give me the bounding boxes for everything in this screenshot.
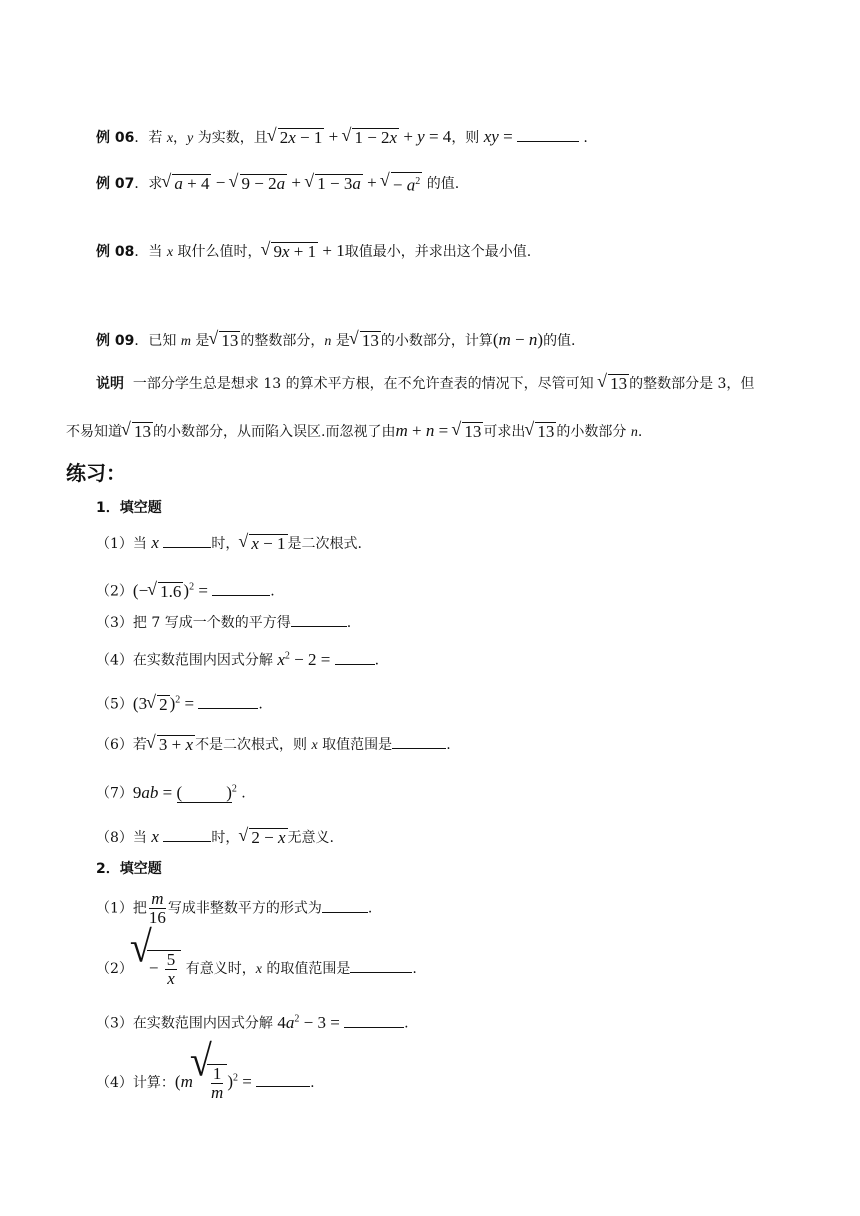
question-1-2: （2）(−√ 1.6 )$^2$ = . [96, 576, 275, 603]
answer-blank[interactable] [163, 533, 211, 548]
example-09: 例 09．已知 m 是√ 13 的整数部分，n 是√ 13 的小数部分，计算(m − n)的值. [96, 329, 576, 353]
question-1-3: （3）把 7 写成一个数的平方得 . [96, 612, 351, 634]
answer-blank[interactable] [517, 127, 579, 142]
equation: √ 2x − 1 + √ 1 − 2x + y = 4 [268, 127, 452, 146]
note-line-1: 说明 一部分学生总是想求 13 的算术平方根，在不允许查表的情况下，尽管可知 √ 13 的整数部分是 3，但 [96, 373, 754, 395]
question-2-3: （3）在实数范围内因式分解 $4a^2 - 3$ = . [96, 1012, 409, 1032]
answer-blank[interactable] [322, 898, 368, 913]
answer-blank[interactable] [335, 650, 375, 665]
answer-blank[interactable] [163, 827, 211, 842]
answer-blank[interactable] [256, 1072, 310, 1087]
example-07: 例 07．求√ a + 4 − √ 9 − 2a + √ 1 − 3a + √ − $a^2$ 的值. [96, 172, 459, 197]
question-2-2: （2）√ − $\frac{5}{x}$ 有意义时，x 的取值范围是 . [96, 950, 417, 988]
answer-blank[interactable] [212, 581, 270, 596]
answer-blank[interactable] [392, 734, 446, 749]
expression: √ a + 4 − √ 9 − 2a + √ 1 − 3a + √ − $a^2$ [162, 173, 422, 192]
practice-title: 练习： [66, 461, 126, 485]
note-line-2: 不易知道√ 13 的小数部分，从而陷入误区.而忽视了由m + n = √ 13 可求出√ 13 的小数部分 n. [66, 420, 642, 444]
question-1-6: （6）若√ 3 + x 不是二次根式，则 x 取值范围是 . [96, 734, 451, 757]
section-heading: 2．填空题 [96, 861, 162, 877]
example-label: 例 06 [96, 130, 135, 146]
question-1-5: （5）(3√ 2 )$^2$ = . [96, 689, 263, 716]
question-1-4: （4）在实数范围内因式分解 $x^2 - 2$ = . [96, 649, 380, 669]
answer-blank[interactable] [344, 1013, 404, 1028]
example-08: 例 08．当 x 取什么值时，√ 9x + 1 + 1取值最小，并求出这个最小值. [96, 240, 531, 264]
question-1-7: （7）9ab = ( )$^2$ . [96, 782, 246, 802]
note-label: 说明 [96, 376, 124, 392]
question-2-1: （1）把 $\frac{m}{16}$ 写成非整数平方的形式为 . [96, 889, 373, 927]
answer-blank[interactable] [198, 694, 258, 709]
question-1-1: （1）当 x 时，√ x − 1 是二次根式. [96, 532, 362, 555]
example-06: 例 06．若 x，y 为实数，且√ 2x − 1 + √ 1 − 2x + y = 4，则 xy = . [96, 126, 588, 150]
expression: √ 9x + 1 + 1 [261, 241, 344, 260]
question-2-4: （4）计算：(m √ $\frac{1}{m}$ )$^2$ = . [96, 1064, 315, 1102]
question-1-8: （8）当 x 时，√ 2 − x 无意义. [96, 826, 334, 849]
section-heading: 1．填空题 [96, 500, 162, 516]
answer-blank[interactable] [350, 958, 412, 973]
answer-blank[interactable] [291, 612, 347, 627]
